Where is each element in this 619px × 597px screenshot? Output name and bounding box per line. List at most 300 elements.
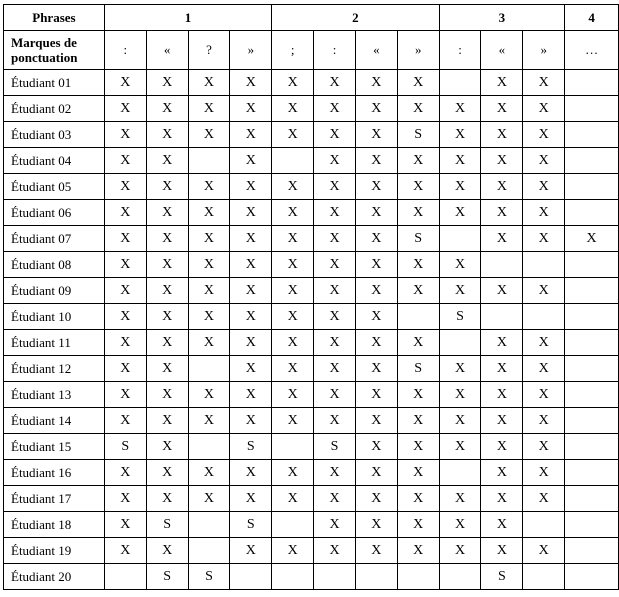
table-row: [4, 96, 619, 122]
table-cell: X: [188, 486, 230, 512]
table-cell: X: [188, 200, 230, 226]
table-cell: X: [397, 148, 439, 174]
table-cell: X: [355, 278, 397, 304]
table-cell: X: [439, 96, 481, 122]
table-cell: X: [523, 226, 565, 252]
table-cell: X: [523, 200, 565, 226]
table-cell: [523, 252, 565, 278]
table-cell: X: [439, 278, 481, 304]
table-cell: X: [397, 408, 439, 434]
mark-header: «: [481, 31, 523, 70]
table-cell: X: [397, 538, 439, 564]
table-cell: X: [230, 304, 272, 330]
table-cell: [565, 96, 619, 122]
table-cell: X: [104, 174, 146, 200]
table-row: [4, 460, 619, 486]
table-cell: X: [146, 148, 188, 174]
table-cell: X: [188, 304, 230, 330]
phrases-header-row: [4, 5, 619, 31]
table-cell: X: [314, 252, 356, 278]
table-row: [4, 408, 619, 434]
table-cell: X: [397, 174, 439, 200]
table-cell: X: [314, 96, 356, 122]
table-cell: X: [146, 486, 188, 512]
table-cell: [565, 148, 619, 174]
table-cell: [523, 304, 565, 330]
table-cell: X: [146, 356, 188, 382]
table-cell: [272, 512, 314, 538]
table-cell: X: [230, 278, 272, 304]
phrase-group-2: 2: [272, 5, 439, 31]
table-row: [4, 486, 619, 512]
mark-header: ?: [188, 31, 230, 70]
table-cell: X: [272, 96, 314, 122]
table-cell: [481, 304, 523, 330]
table-cell: X: [397, 434, 439, 460]
table-cell: [565, 408, 619, 434]
table-cell: X: [146, 252, 188, 278]
table-cell: X: [355, 382, 397, 408]
table-cell: X: [439, 174, 481, 200]
table-cell: X: [355, 434, 397, 460]
table-cell: X: [314, 512, 356, 538]
table-cell: X: [314, 70, 356, 96]
table-cell: [439, 330, 481, 356]
table-cell: X: [272, 174, 314, 200]
table-cell: [439, 564, 481, 590]
table-row: [4, 330, 619, 356]
table-cell: [397, 564, 439, 590]
table-cell: X: [146, 330, 188, 356]
table-cell: [565, 564, 619, 590]
punctuation-table: [3, 4, 619, 590]
table-cell: S: [314, 434, 356, 460]
table-cell: X: [314, 460, 356, 486]
table-cell: X: [104, 486, 146, 512]
student-name: Étudiant 18: [4, 512, 105, 538]
student-name: Étudiant 17: [4, 486, 105, 512]
table-cell: X: [188, 330, 230, 356]
table-cell: X: [481, 96, 523, 122]
student-rows: [4, 70, 619, 590]
table-cell: [188, 148, 230, 174]
table-cell: X: [146, 434, 188, 460]
table-cell: S: [104, 434, 146, 460]
table-cell: X: [397, 330, 439, 356]
table-cell: X: [355, 174, 397, 200]
table-cell: X: [230, 330, 272, 356]
table-cell: X: [355, 252, 397, 278]
table-cell: X: [439, 486, 481, 512]
table-cell: X: [523, 148, 565, 174]
table-cell: X: [146, 538, 188, 564]
table-cell: X: [439, 356, 481, 382]
student-name: Étudiant 10: [4, 304, 105, 330]
table-cell: X: [314, 174, 356, 200]
table-cell: S: [230, 434, 272, 460]
table-cell: X: [439, 122, 481, 148]
table-cell: X: [104, 460, 146, 486]
table-row: [4, 538, 619, 564]
table-cell: X: [230, 174, 272, 200]
table-cell: S: [481, 564, 523, 590]
mark-header: »: [230, 31, 272, 70]
student-name: Étudiant 04: [4, 148, 105, 174]
table-cell: X: [104, 512, 146, 538]
student-name: Étudiant 07: [4, 226, 105, 252]
table-row: [4, 512, 619, 538]
mark-header: ;: [272, 31, 314, 70]
student-name: Étudiant 08: [4, 252, 105, 278]
student-name: Étudiant 03: [4, 122, 105, 148]
table-cell: S: [397, 356, 439, 382]
table-cell: X: [397, 70, 439, 96]
table-row: [4, 304, 619, 330]
table-cell: [565, 356, 619, 382]
table-cell: [565, 512, 619, 538]
mark-header: «: [355, 31, 397, 70]
table-cell: [565, 70, 619, 96]
table-cell: [314, 564, 356, 590]
table-cell: X: [523, 174, 565, 200]
table-cell: X: [104, 70, 146, 96]
table-cell: X: [481, 122, 523, 148]
student-name: Étudiant 05: [4, 174, 105, 200]
table-cell: X: [565, 226, 619, 252]
student-name: Étudiant 16: [4, 460, 105, 486]
table-cell: [272, 434, 314, 460]
table-cell: X: [355, 512, 397, 538]
table-row: [4, 382, 619, 408]
table-cell: X: [397, 512, 439, 538]
table-cell: X: [314, 148, 356, 174]
table-cell: X: [397, 486, 439, 512]
table-cell: X: [523, 96, 565, 122]
table-cell: [272, 148, 314, 174]
table-cell: X: [104, 304, 146, 330]
table-cell: X: [355, 460, 397, 486]
table-cell: [188, 512, 230, 538]
table-cell: X: [188, 382, 230, 408]
table-cell: [565, 278, 619, 304]
table-cell: X: [481, 460, 523, 486]
table-cell: X: [104, 408, 146, 434]
student-name: Étudiant 09: [4, 278, 105, 304]
table-cell: X: [230, 70, 272, 96]
student-name: Étudiant 02: [4, 96, 105, 122]
mark-header: «: [146, 31, 188, 70]
table-row: [4, 70, 619, 96]
table-cell: X: [104, 96, 146, 122]
table-cell: X: [188, 70, 230, 96]
table-row: [4, 200, 619, 226]
table-cell: X: [230, 486, 272, 512]
table-row: [4, 148, 619, 174]
table-cell: X: [272, 408, 314, 434]
table-cell: [439, 70, 481, 96]
table-cell: [565, 330, 619, 356]
table-cell: X: [146, 278, 188, 304]
table-cell: X: [104, 200, 146, 226]
table-cell: X: [439, 434, 481, 460]
table-cell: X: [481, 174, 523, 200]
table-cell: X: [272, 538, 314, 564]
mark-header: »: [523, 31, 565, 70]
table-cell: X: [146, 226, 188, 252]
mark-header: …: [565, 31, 619, 70]
table-cell: X: [523, 278, 565, 304]
table-cell: X: [355, 486, 397, 512]
table-cell: X: [104, 278, 146, 304]
table-cell: X: [439, 538, 481, 564]
table-cell: X: [314, 356, 356, 382]
table-cell: X: [523, 70, 565, 96]
table-cell: [481, 252, 523, 278]
table-cell: X: [272, 304, 314, 330]
table-cell: X: [314, 408, 356, 434]
table-cell: X: [481, 486, 523, 512]
table-cell: X: [523, 486, 565, 512]
table-cell: X: [314, 122, 356, 148]
table-cell: X: [314, 226, 356, 252]
table-cell: X: [523, 382, 565, 408]
mark-header: :: [439, 31, 481, 70]
mark-header: :: [314, 31, 356, 70]
table-row: [4, 226, 619, 252]
table-cell: [565, 538, 619, 564]
table-cell: X: [355, 226, 397, 252]
table-cell: X: [272, 460, 314, 486]
table-cell: X: [314, 486, 356, 512]
table-cell: S: [439, 304, 481, 330]
table-cell: X: [272, 252, 314, 278]
student-name: Étudiant 20: [4, 564, 105, 590]
table-cell: X: [104, 538, 146, 564]
table-cell: X: [146, 408, 188, 434]
table-cell: X: [188, 278, 230, 304]
table-cell: X: [230, 122, 272, 148]
table-cell: X: [355, 330, 397, 356]
table-cell: X: [397, 278, 439, 304]
table-cell: X: [230, 226, 272, 252]
table-cell: X: [314, 200, 356, 226]
table-cell: X: [355, 70, 397, 96]
table-cell: [523, 512, 565, 538]
table-cell: [230, 564, 272, 590]
table-cell: X: [146, 96, 188, 122]
table-cell: X: [230, 148, 272, 174]
table-cell: [565, 486, 619, 512]
table-row: [4, 564, 619, 590]
table-cell: X: [314, 382, 356, 408]
table-cell: [104, 564, 146, 590]
table-cell: X: [146, 174, 188, 200]
punctuation-marks-label: Marques de ponctuation: [4, 31, 105, 70]
table-cell: [439, 226, 481, 252]
table-cell: [188, 434, 230, 460]
table-cell: X: [314, 330, 356, 356]
table-cell: X: [104, 148, 146, 174]
table-cell: X: [397, 252, 439, 278]
punctuation-marks-row: [4, 31, 619, 70]
table-cell: X: [146, 382, 188, 408]
student-name: Étudiant 19: [4, 538, 105, 564]
table-cell: [272, 564, 314, 590]
table-cell: X: [397, 200, 439, 226]
table-cell: X: [146, 200, 188, 226]
table-cell: X: [104, 122, 146, 148]
table-row: [4, 174, 619, 200]
table-cell: X: [523, 408, 565, 434]
table-cell: X: [188, 408, 230, 434]
table-cell: X: [272, 200, 314, 226]
student-name: Étudiant 01: [4, 70, 105, 96]
table-cell: X: [523, 538, 565, 564]
table-cell: X: [188, 226, 230, 252]
table-cell: [565, 174, 619, 200]
table-cell: [355, 564, 397, 590]
student-name: Étudiant 11: [4, 330, 105, 356]
table-cell: X: [272, 330, 314, 356]
table-cell: [188, 356, 230, 382]
table-cell: X: [272, 486, 314, 512]
table-cell: S: [397, 122, 439, 148]
table-cell: X: [439, 512, 481, 538]
table-cell: X: [397, 382, 439, 408]
table-cell: X: [481, 278, 523, 304]
table-cell: X: [523, 122, 565, 148]
table-cell: X: [146, 70, 188, 96]
table-cell: [565, 382, 619, 408]
table-cell: X: [481, 382, 523, 408]
table-cell: X: [523, 460, 565, 486]
table-cell: S: [188, 564, 230, 590]
table-row: [4, 356, 619, 382]
table-cell: X: [146, 460, 188, 486]
table-cell: X: [481, 538, 523, 564]
table-cell: X: [481, 512, 523, 538]
table-cell: X: [355, 356, 397, 382]
table-cell: [565, 460, 619, 486]
table-cell: X: [439, 148, 481, 174]
student-name: Étudiant 12: [4, 356, 105, 382]
table-cell: [565, 200, 619, 226]
table-cell: X: [104, 382, 146, 408]
table-cell: X: [397, 96, 439, 122]
table-cell: [565, 252, 619, 278]
table-cell: X: [230, 252, 272, 278]
table-cell: X: [481, 148, 523, 174]
table-cell: X: [355, 538, 397, 564]
table-cell: X: [355, 122, 397, 148]
table-cell: X: [439, 252, 481, 278]
table-row: [4, 122, 619, 148]
table-cell: X: [481, 434, 523, 460]
table-cell: X: [481, 408, 523, 434]
table-row: [4, 252, 619, 278]
table-cell: [523, 564, 565, 590]
table-cell: X: [439, 382, 481, 408]
table-cell: [565, 434, 619, 460]
student-name: Étudiant 14: [4, 408, 105, 434]
table-cell: X: [104, 356, 146, 382]
table-cell: X: [523, 356, 565, 382]
student-name: Étudiant 06: [4, 200, 105, 226]
table-cell: X: [230, 200, 272, 226]
table-cell: X: [104, 226, 146, 252]
table-cell: X: [230, 356, 272, 382]
mark-header: :: [104, 31, 146, 70]
table-cell: X: [355, 408, 397, 434]
table-cell: X: [355, 200, 397, 226]
table-row: [4, 278, 619, 304]
table-cell: X: [230, 96, 272, 122]
table-cell: X: [355, 96, 397, 122]
table-cell: X: [397, 460, 439, 486]
table-row: [4, 434, 619, 460]
phrase-group-1: 1: [104, 5, 271, 31]
table-cell: X: [481, 200, 523, 226]
student-name: Étudiant 13: [4, 382, 105, 408]
table-cell: X: [188, 460, 230, 486]
table-cell: X: [104, 252, 146, 278]
table-cell: X: [188, 96, 230, 122]
table-cell: S: [397, 226, 439, 252]
table-cell: X: [481, 330, 523, 356]
table-cell: X: [272, 356, 314, 382]
table-cell: X: [272, 278, 314, 304]
table-cell: X: [230, 382, 272, 408]
table-cell: X: [523, 330, 565, 356]
table-cell: X: [272, 122, 314, 148]
phrases-label: Phrases: [4, 5, 105, 31]
table-cell: X: [481, 356, 523, 382]
table-cell: X: [355, 148, 397, 174]
table-cell: X: [355, 304, 397, 330]
student-name: Étudiant 15: [4, 434, 105, 460]
table-cell: X: [272, 226, 314, 252]
phrase-group-3: 3: [439, 5, 565, 31]
table-cell: X: [188, 174, 230, 200]
table-cell: [188, 538, 230, 564]
table-cell: X: [146, 122, 188, 148]
table-cell: X: [230, 538, 272, 564]
table-cell: X: [314, 278, 356, 304]
table-cell: X: [481, 226, 523, 252]
table-cell: X: [188, 252, 230, 278]
table-cell: S: [146, 564, 188, 590]
table-cell: X: [481, 70, 523, 96]
table-cell: [397, 304, 439, 330]
table-cell: X: [230, 408, 272, 434]
table-cell: [565, 122, 619, 148]
mark-header: »: [397, 31, 439, 70]
table-cell: X: [272, 70, 314, 96]
table-cell: X: [523, 434, 565, 460]
table-cell: S: [146, 512, 188, 538]
table-cell: X: [439, 408, 481, 434]
table-cell: S: [230, 512, 272, 538]
phrase-group-4: 4: [565, 5, 619, 31]
table-cell: X: [439, 200, 481, 226]
table-cell: [439, 460, 481, 486]
table-cell: X: [314, 538, 356, 564]
table-cell: X: [314, 304, 356, 330]
table-cell: X: [230, 460, 272, 486]
table-cell: X: [104, 330, 146, 356]
table-cell: [565, 304, 619, 330]
table-cell: X: [272, 382, 314, 408]
